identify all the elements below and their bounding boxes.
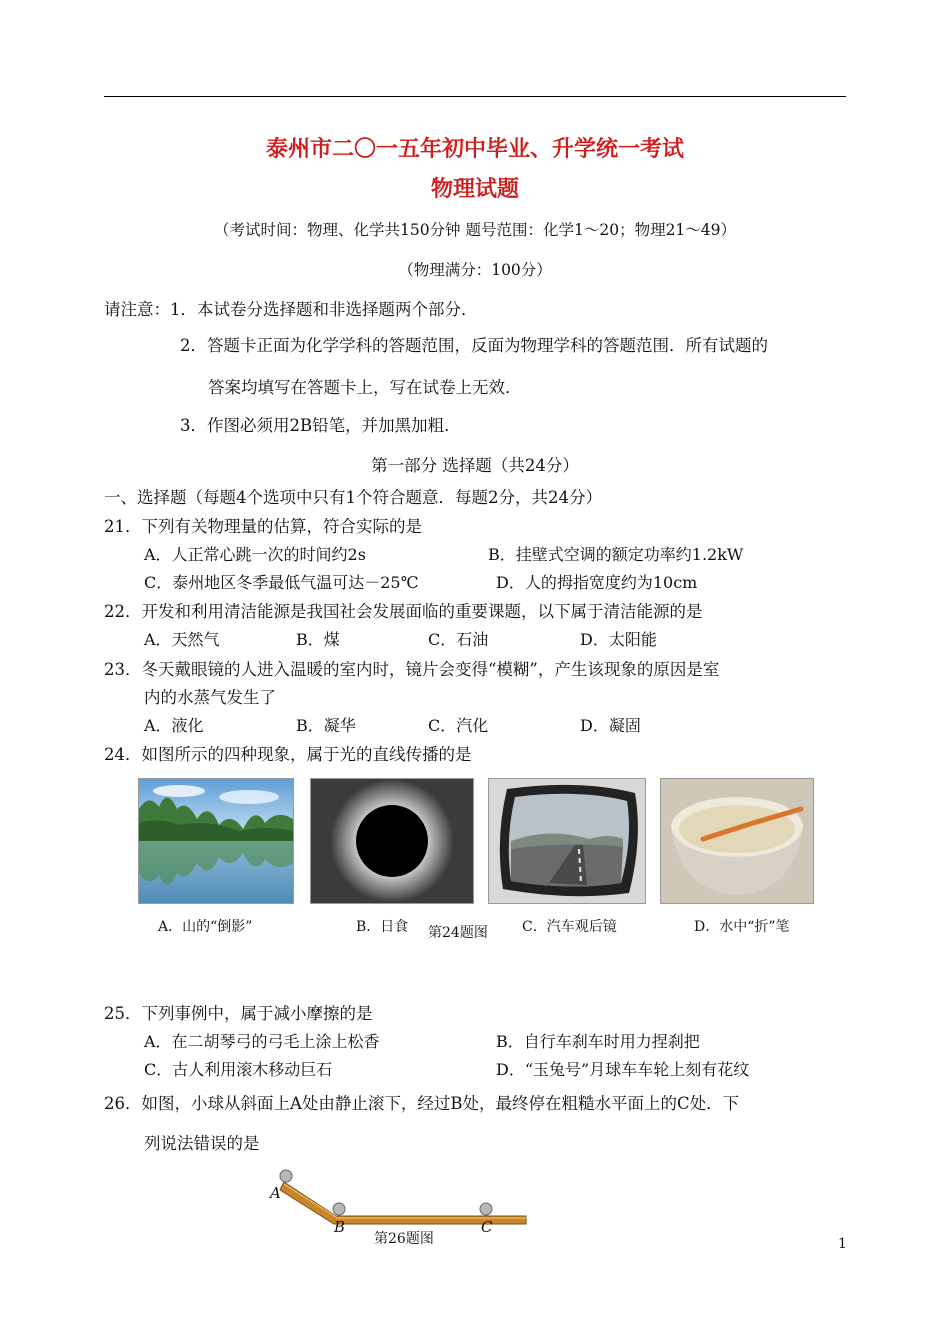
label-point-b: B: [334, 1218, 346, 1236]
q23-option-b: B．凝华: [296, 716, 356, 735]
q23-stem-line-1: 23．冬天戴眼镜的人进入温暖的室内时，镜片会变得“模糊”，产生该现象的原因是室: [104, 660, 720, 679]
q22-option-d: D．太阳能: [580, 630, 657, 649]
q25-option-a: A．在二胡琴弓的弓毛上涂上松香: [144, 1032, 380, 1051]
q24-stem: 24．如图所示的四种现象，属于光的直线传播的是: [104, 745, 472, 764]
q24-caption-a: A．山的“倒影”: [158, 919, 253, 935]
q24-figure-caption: 第24题图: [428, 925, 488, 941]
label-point-a: A: [270, 1184, 281, 1202]
q22-option-c: C．石油: [428, 630, 489, 649]
q24-caption-c: C．汽车观后镜: [522, 919, 617, 935]
photo-car-mirror: [488, 778, 646, 904]
q23-stem-line-2: 内的水蒸气发生了: [144, 688, 276, 707]
label-point-c: C: [481, 1218, 493, 1236]
q26-stem-line-2: 列说法错误的是: [144, 1134, 260, 1153]
full-score: （物理满分：100分）: [398, 261, 552, 279]
section-heading: 一、选择题（每题4个选项中只有1个符合题意．每题2分，共24分）: [104, 488, 602, 507]
q21-option-c: C．泰州地区冬季最低气温可达－25℃: [144, 573, 419, 592]
q26-figure-caption: 第26题图: [374, 1231, 434, 1247]
exam-title: 泰州市二〇一五年初中毕业、升学统一考试: [265, 136, 684, 162]
page-number: 1: [838, 1236, 847, 1252]
q25-option-b: B．自行车刹车时用力捏刹把: [496, 1032, 700, 1051]
q23-option-a: A．液化: [144, 716, 204, 735]
note-item-2-line-1: 2．答题卡正面为化学学科的答题范围，反面为物理学科的答题范围．所有试题的: [180, 336, 768, 355]
ball-at-b: [333, 1203, 345, 1215]
note-item-3: 3．作图必须用2B铅笔，并加黑加粗．: [180, 416, 461, 435]
q21-option-d: D．人的拇指宽度约为10cm: [496, 573, 698, 592]
photo-solar-eclipse: [310, 778, 474, 904]
q23-option-d: D．凝固: [580, 716, 641, 735]
exam-subtitle: 物理试题: [430, 176, 519, 202]
ball-at-c: [480, 1203, 492, 1215]
q22-option-b: B．煤: [296, 630, 340, 649]
q26-stem-line-1: 26．如图，小球从斜面上A处由静止滚下，经过B处，最终停在粗糙水平面上的C处．下: [104, 1094, 740, 1113]
ball-at-a: [280, 1170, 292, 1182]
q21-stem: 21．下列有关物理量的估算，符合实际的是: [104, 517, 422, 536]
part1-heading: 第一部分 选择题（共24分）: [371, 456, 579, 475]
note-lead: 请注意：1．本试卷分选择题和非选择题两个部分．: [104, 300, 478, 319]
exam-info: （考试时间：物理、化学共150分钟 题号范围：化学1～20；物理21～49）: [213, 221, 737, 239]
q21-option-a: A．人正常心跳一次的时间约2s: [144, 545, 366, 564]
q23-option-c: C．汽化: [428, 716, 489, 735]
photo-mountain-reflection: [138, 778, 294, 904]
photo-pencil-in-water: [660, 778, 814, 904]
q25-stem: 25．下列事例中，属于减小摩擦的是: [104, 1004, 373, 1023]
q25-option-c: C．古人利用滚木移动巨石: [144, 1060, 333, 1079]
q24-caption-d: D．水中“折”笔: [694, 919, 790, 935]
q24-caption-b: B．日食: [356, 919, 409, 935]
q21-option-b: B．挂壁式空调的额定功率约1.2kW: [488, 545, 744, 564]
top-rule: [104, 96, 846, 97]
note-item-2-line-2: 答案均填写在答题卡上，写在试卷上无效．: [208, 378, 522, 397]
q25-option-d: D．“玉兔号”月球车车轮上刻有花纹: [496, 1060, 750, 1079]
q22-stem: 22．开发和利用清洁能源是我国社会发展面临的重要课题，以下属于清洁能源的是: [104, 602, 703, 621]
q22-option-a: A．天然气: [144, 630, 220, 649]
